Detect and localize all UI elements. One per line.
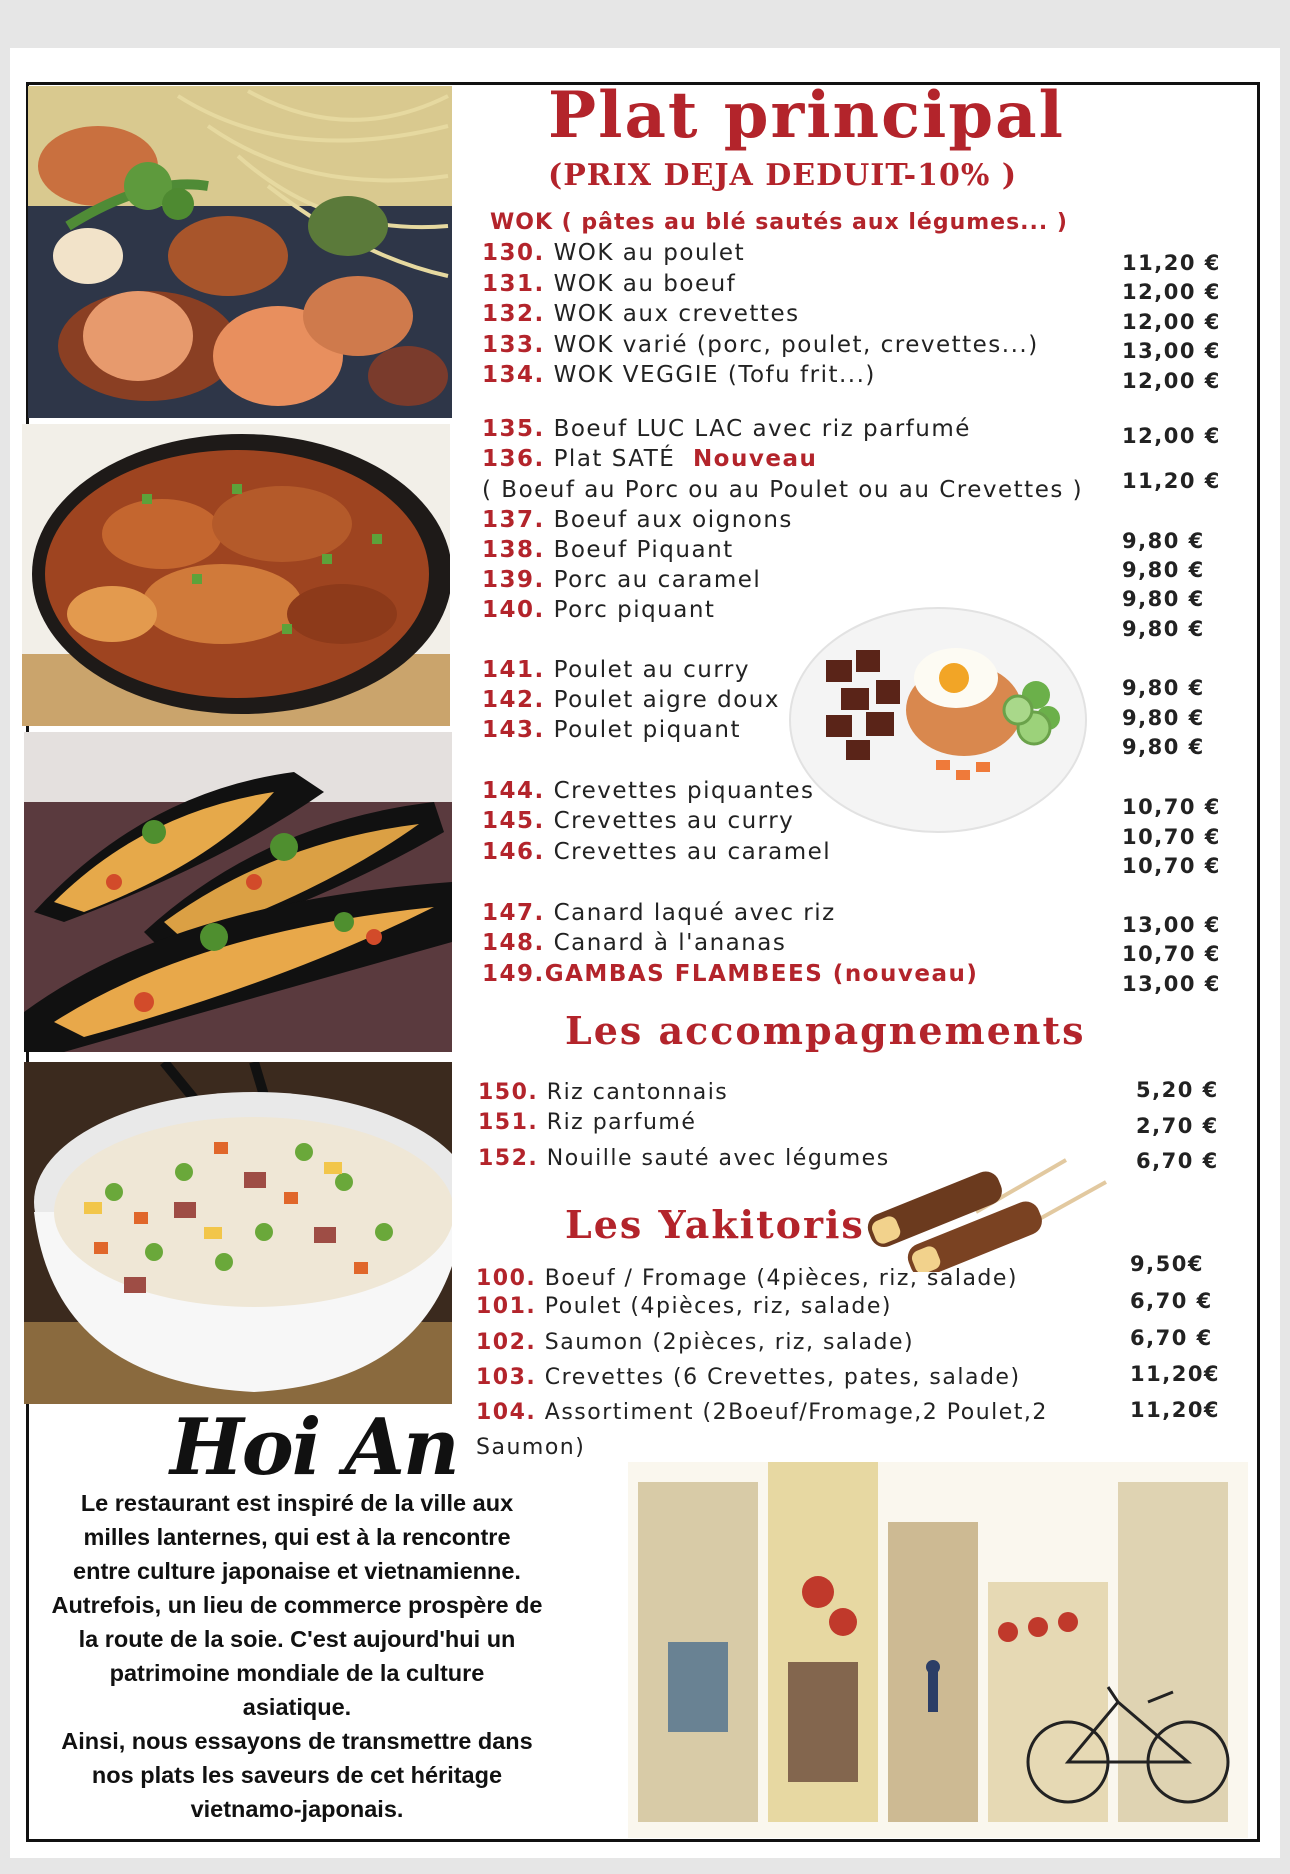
item-number: 104. — [476, 1400, 537, 1425]
item-name: Poulet (4pièces, riz, salade) — [544, 1294, 893, 1319]
item-number: 101. — [476, 1294, 537, 1319]
new-badge: Nouveau — [692, 446, 818, 472]
item-name: Porc piquant — [553, 597, 716, 623]
item-price: 12,00 € — [1122, 424, 1221, 448]
item-name: Boeuf / Fromage (4pièces, riz, salade) — [544, 1266, 1019, 1291]
item-name: WOK aux crevettes — [553, 301, 800, 327]
item-price: 2,70 € — [1136, 1114, 1219, 1138]
menu-item — [482, 900, 836, 926]
story-line: Autrefois, un lieu de commerce prospère de — [51, 1592, 543, 1618]
item-price: 6,70 € — [1136, 1149, 1219, 1173]
item-number: 131. — [482, 271, 545, 297]
menu-item — [482, 961, 978, 987]
menu-item — [476, 1365, 1021, 1390]
yakitori-skewers-photo — [866, 1152, 1112, 1272]
sate-options-note: ( Boeuf au Porc ou au Poulet ou au Crevettes ) — [482, 477, 1084, 503]
restaurant-story — [32, 1486, 562, 1826]
item-price: 9,50€ — [1130, 1252, 1204, 1276]
menu-item — [482, 301, 800, 327]
item-name: WOK au boeuf — [553, 271, 737, 297]
item-name: Crevettes au curry — [553, 808, 795, 834]
story-line: entre culture japonaise et vietnamienne. — [73, 1558, 521, 1584]
menu-item — [476, 1266, 1018, 1291]
accompaniments-title: Les accompagnements — [565, 1008, 1086, 1053]
item-name: Poulet au curry — [553, 657, 750, 683]
menu-item — [478, 1080, 728, 1105]
item-number: 135. — [482, 416, 545, 442]
menu-item — [482, 778, 814, 804]
menu-item — [482, 362, 876, 388]
item-price: 9,80 € — [1122, 587, 1205, 611]
item-name: Porc au caramel — [553, 567, 762, 593]
item-price: 11,20 € — [1122, 469, 1221, 493]
item-price: 10,70 € — [1122, 795, 1221, 819]
menu-item — [476, 1294, 892, 1319]
menu-item — [482, 416, 971, 442]
item-number: 140. — [482, 597, 545, 623]
item-number: 130. — [482, 240, 545, 266]
beef-rice-egg-plate-photo — [786, 600, 1090, 840]
item-price: 13,00 € — [1122, 913, 1221, 937]
menu-item — [482, 332, 1039, 358]
item-number: 150. — [478, 1080, 539, 1105]
item-price: 12,00 € — [1122, 369, 1221, 393]
item-price: 10,70 € — [1122, 854, 1221, 878]
menu-item — [482, 839, 831, 865]
fried-rice-photo — [24, 1062, 452, 1404]
item-name: Riz parfumé — [546, 1110, 697, 1135]
item-name: Plat SATÉ — [553, 446, 676, 472]
item-number: 132. — [482, 301, 545, 327]
menu-item — [482, 930, 786, 956]
story-line: asiatique. — [242, 1694, 352, 1720]
item-number: 144. — [482, 778, 545, 804]
item-number: 134. — [482, 362, 545, 388]
item-number: 143. — [482, 717, 545, 743]
discount-note: (PRIX DEJA DEDUIT-10% ) — [548, 158, 1018, 193]
item-name: Poulet aigre doux — [553, 687, 780, 713]
story-line: nos plats les saveurs de cet héritage — [91, 1762, 503, 1788]
item-price: 13,00 € — [1122, 972, 1221, 996]
item-number: 137. — [482, 507, 545, 533]
item-name: GAMBAS FLAMBEES (nouveau) — [544, 961, 979, 987]
item-number: 142. — [482, 687, 545, 713]
page-title: Plat principal — [548, 78, 1065, 153]
menu-item — [476, 1400, 1048, 1425]
item-price: 11,20 € — [1122, 251, 1221, 275]
menu-item — [482, 567, 761, 593]
item-name: Boeuf LUC LAC avec riz parfumé — [553, 416, 971, 442]
menu-item — [476, 1330, 914, 1355]
menu-item — [482, 240, 745, 266]
story-line: Le restaurant est inspiré de la ville aux — [80, 1490, 514, 1516]
item-price: 9,80 € — [1122, 529, 1205, 553]
item-price: 9,80 € — [1122, 676, 1205, 700]
item-name: Crevettes (6 Crevettes, pates, salade) — [544, 1365, 1021, 1390]
item-price: 13,00 € — [1122, 339, 1221, 363]
menu-item — [478, 1110, 696, 1135]
item-number: 136. — [482, 446, 545, 472]
menu-item — [482, 687, 780, 713]
shrimp-boats-photo — [24, 732, 452, 1052]
item-price: 9,80 € — [1122, 735, 1205, 759]
item-price: 9,80 € — [1122, 706, 1205, 730]
item-price: 10,70 € — [1122, 942, 1221, 966]
menu-item — [482, 507, 793, 533]
item-number: 141. — [482, 657, 545, 683]
story-line: milles lanternes, qui est à la rencontre — [83, 1524, 511, 1550]
item-number: 152. — [478, 1146, 539, 1171]
item-price: 12,00 € — [1122, 310, 1221, 334]
menu-item — [482, 657, 750, 683]
yakitoris-title: Les Yakitoris — [565, 1202, 865, 1247]
menu-item — [482, 808, 794, 834]
story-line: vietnamo-japonais. — [190, 1796, 404, 1822]
item-price: 12,00 € — [1122, 280, 1221, 304]
item-price: 5,20 € — [1136, 1078, 1219, 1102]
item-name: WOK au poulet — [553, 240, 746, 266]
item-price: 11,20€ — [1130, 1398, 1221, 1422]
item-number: 147. — [482, 900, 545, 926]
menu-item — [482, 717, 741, 743]
menu-item — [482, 537, 734, 563]
item-name: Assortiment (2Boeuf/Fromage,2 Poulet,2 — [544, 1400, 1048, 1425]
item-name: Crevettes au caramel — [553, 839, 832, 865]
item-number: 148. — [482, 930, 545, 956]
item-name-continuation: Saumon) — [476, 1435, 586, 1460]
item-name: Riz cantonnais — [546, 1080, 729, 1105]
menu-item — [478, 1146, 890, 1171]
story-line: Ainsi, nous essayons de transmettre dans — [61, 1728, 533, 1754]
menu-item — [482, 271, 736, 297]
item-name: WOK varié (porc, poulet, crevettes...) — [553, 332, 1039, 358]
item-number: 139. — [482, 567, 545, 593]
item-price: 6,70 € — [1130, 1326, 1213, 1350]
item-name: Nouille sauté avec légumes — [546, 1146, 890, 1171]
item-name: Canard laqué avec riz — [553, 900, 836, 926]
menu-item — [482, 597, 715, 623]
hoi-an-street-watercolor — [628, 1462, 1248, 1838]
item-name: Boeuf Piquant — [553, 537, 734, 563]
item-price: 9,80 € — [1122, 558, 1205, 582]
item-price: 10,70 € — [1122, 825, 1221, 849]
item-name: Boeuf aux oignons — [553, 507, 793, 533]
item-name: Saumon (2pièces, riz, salade) — [544, 1330, 915, 1355]
menu-item — [482, 446, 817, 472]
item-name: WOK VEGGIE (Tofu frit...) — [553, 362, 876, 388]
wok-section-header: WOK ( pâtes au blé sautés aux légumes... ) — [490, 210, 1068, 235]
sizzling-beef-photo — [22, 424, 450, 726]
item-number: 146. — [482, 839, 545, 865]
item-number: 151. — [478, 1110, 539, 1135]
item-name: Crevettes piquantes — [553, 778, 815, 804]
item-number: 145. — [482, 808, 545, 834]
wok-shrimp-photo — [28, 86, 452, 418]
story-line: la route de la soie. C'est aujourd'hui un — [78, 1626, 516, 1652]
item-price: 9,80 € — [1122, 617, 1205, 641]
item-number: 133. — [482, 332, 545, 358]
item-number: 138. — [482, 537, 545, 563]
item-price: 6,70 € — [1130, 1289, 1213, 1313]
item-price: 11,20€ — [1130, 1362, 1221, 1386]
item-number: 102. — [476, 1330, 537, 1355]
item-name: Poulet piquant — [553, 717, 741, 743]
item-name: Canard à l'ananas — [553, 930, 787, 956]
story-line: patrimoine mondiale de la culture — [109, 1660, 485, 1686]
restaurant-name: Hoi An — [170, 1402, 458, 1493]
item-number: 103. — [476, 1365, 537, 1390]
item-number: 100. — [476, 1266, 537, 1291]
item-number: 149. — [482, 961, 545, 987]
